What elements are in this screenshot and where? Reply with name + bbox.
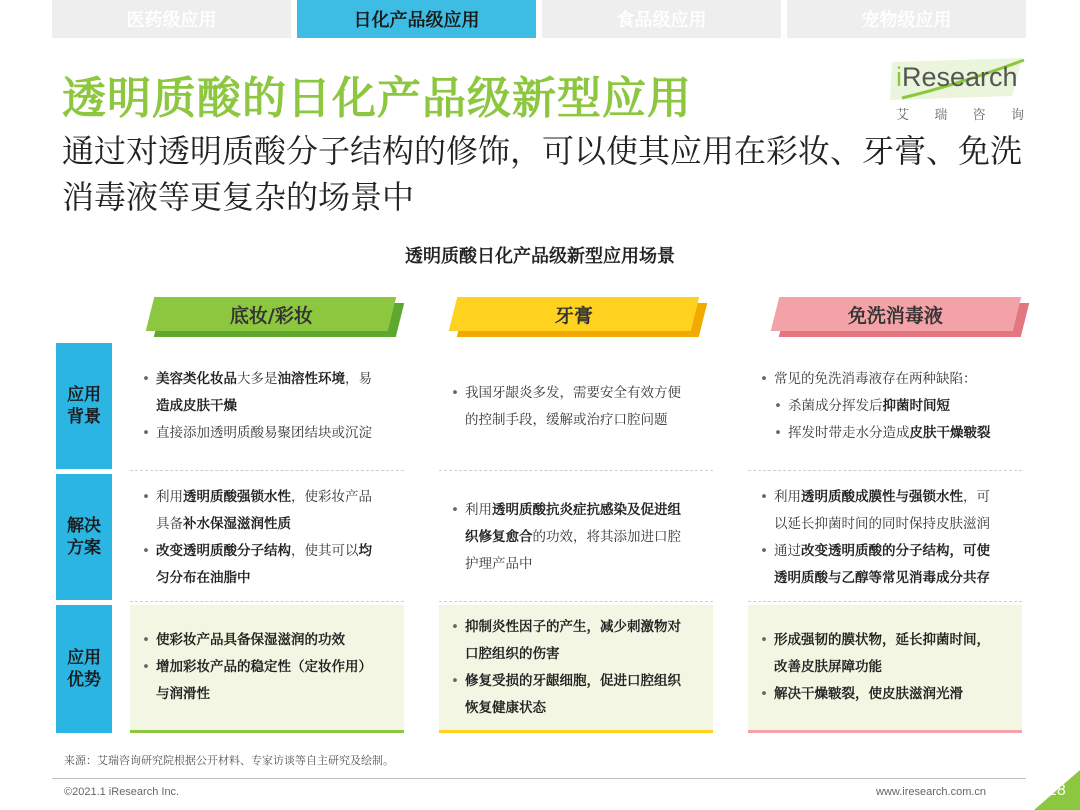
bullet-list xyxy=(756,627,1014,708)
cell-makeup-background xyxy=(130,343,404,471)
logo-sub-char: 询 xyxy=(1010,108,1024,123)
logo-wordmark xyxy=(896,62,1018,93)
diagram-title: 透明质酸日化产品级新型应用场景 xyxy=(405,246,675,267)
iresearch-logo xyxy=(890,58,1030,124)
list-item: • 利用透明质酸强锁水性，使彩妆产品 具备补水保湿滋润性质 xyxy=(138,484,396,538)
list-item: • 美容类化妆品大多是油溶性环境，易 造成皮肤干燥 xyxy=(138,366,396,420)
list-item: • 杀菌成分挥发后抑菌时间短 xyxy=(756,393,1014,420)
bullet-list xyxy=(756,484,1014,592)
bullet-list xyxy=(447,614,705,722)
cell-sanitizer-solution xyxy=(748,474,1022,602)
bullet-list xyxy=(138,627,396,708)
cell-toothpaste-advantage xyxy=(439,605,713,733)
cell-toothpaste-background xyxy=(439,343,713,471)
list-item: • 使彩妆产品具备保湿滋润的功效 xyxy=(138,627,396,654)
list-item: • 增加彩妆产品的稳定性（定妆作用） 与润滑性 xyxy=(138,654,396,708)
website-link[interactable]: www.iresearch.com.cn xyxy=(876,786,987,798)
row-label-text: 解决 方案 xyxy=(67,516,101,558)
cell-toothpaste-solution xyxy=(439,474,713,602)
page-number: 28 xyxy=(1048,782,1066,799)
list-item: • 利用透明质酸抗炎症抗感染及促进组 织修复愈合的功效，将其添加进口腔 护理产品中 xyxy=(447,497,705,578)
bullet-list xyxy=(138,484,396,592)
tab-daily-chemical[interactable]: 日化产品级应用 xyxy=(297,0,536,38)
row-label-background xyxy=(56,343,112,469)
bullet-list xyxy=(756,366,1014,447)
row-label-solution xyxy=(56,474,112,600)
page-title: 透明质酸的日化产品级新型应用 xyxy=(62,73,692,124)
row-label-text: 应用 优势 xyxy=(67,648,101,690)
footer-divider xyxy=(52,778,1026,779)
column-header-makeup xyxy=(150,297,400,337)
row-label-advantage xyxy=(56,605,112,733)
list-item: • 利用透明质酸成膜性与强锁水性，可 以延长抑菌时间的同时保持皮肤滋润 xyxy=(756,484,1014,538)
logo-sub-char: 艾 xyxy=(896,108,910,123)
tab-medical[interactable]: 医药级应用 xyxy=(52,0,291,38)
cell-makeup-advantage xyxy=(130,605,404,733)
column-header-face xyxy=(771,297,1021,331)
list-item: • 常见的免洗消毒液存在两种缺陷： xyxy=(756,366,1014,393)
top-tabs xyxy=(52,0,1026,38)
logo-prefix: i xyxy=(896,62,902,92)
column-header-label: 底妆/彩妆 xyxy=(229,304,313,327)
column-header-hand-sanitizer xyxy=(775,297,1025,337)
bullet-list xyxy=(447,380,705,434)
cell-sanitizer-advantage xyxy=(748,605,1022,733)
cell-makeup-solution xyxy=(130,474,404,602)
logo-name: Research xyxy=(902,62,1018,92)
bullet-list xyxy=(138,366,396,447)
cell-sanitizer-background xyxy=(748,343,1022,471)
tab-food[interactable]: 食品级应用 xyxy=(542,0,781,38)
list-item: • 我国牙龈炎多发，需要安全有效方便 的控制手段，缓解或治疗口腔问题 xyxy=(447,380,705,434)
logo-sub-char: 瑞 xyxy=(934,108,948,123)
page-subtitle: 通过对透明质酸分子结构的修饰，可以使其应用在彩妆、牙膏、免洗消毒液等更复杂的场景中 xyxy=(62,132,1023,216)
list-item: • 改变透明质酸分子结构，使其可以均 匀分布在油脂中 xyxy=(138,538,396,592)
logo-subtitle xyxy=(896,104,1024,123)
column-header-label: 牙膏 xyxy=(554,304,593,327)
source-note: 来源：艾瑞咨询研究院根据公开材料、专家访谈等自主研究及绘制。 xyxy=(64,754,394,767)
list-item: • 形成强韧的膜状物，延长抑菌时间， 改善皮肤屏障功能 xyxy=(756,627,1014,681)
list-item: • 直接添加透明质酸易聚团结块或沉淀 xyxy=(138,420,396,447)
list-item: • 解决干燥皲裂，使皮肤滋润光滑 xyxy=(756,681,1014,708)
list-item: • 修复受损的牙龈细胞，促进口腔组织 恢复健康状态 xyxy=(447,668,705,722)
column-header-toothpaste xyxy=(453,297,703,337)
list-item: • 挥发时带走水分造成皮肤干燥皲裂 xyxy=(756,420,1014,447)
logo-sub-char: 咨 xyxy=(972,108,986,123)
column-header-label: 免洗消毒液 xyxy=(848,304,944,327)
copyright: ©2021.1 iResearch Inc. xyxy=(64,786,180,798)
list-item: • 抑制炎性因子的产生，减少刺激物对 口腔组织的伤害 xyxy=(447,614,705,668)
row-label-text: 应用 背景 xyxy=(67,385,101,427)
column-header-face xyxy=(449,297,699,331)
tab-pet[interactable]: 宠物级应用 xyxy=(787,0,1026,38)
column-header-face xyxy=(146,297,396,331)
bullet-list xyxy=(447,497,705,578)
list-item: • 通过改变透明质酸的分子结构，可使 透明质酸与乙醇等常见消毒成分共存 xyxy=(756,538,1014,592)
